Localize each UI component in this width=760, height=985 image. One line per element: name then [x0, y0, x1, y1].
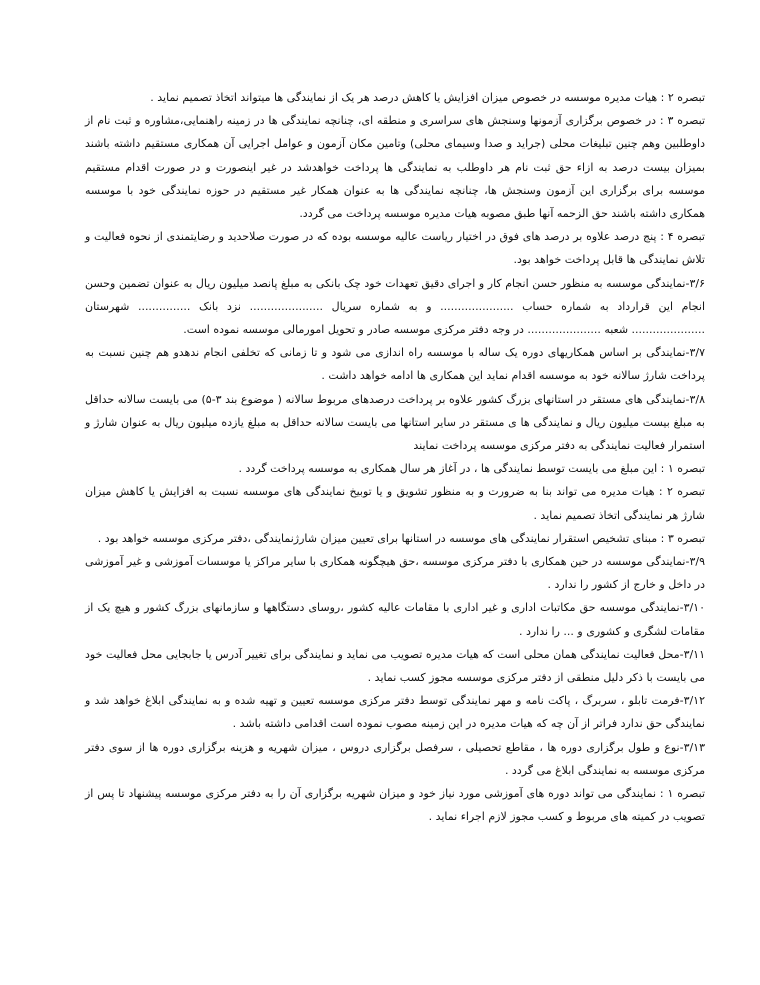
clause-3-13-courses: ۳/۱۳-نوع و طول برگزاری دوره ها ، مقاطع تحصیلی ، سرفصل برگزاری دروس ، میزان شهریه و هزینه برگزاری دوره ها از سوی دفتر مرکزی موسسه به نمایندگی ابلاغ می گردد . [85, 740, 705, 777]
note-1-payment-timing: تبصره ۱ : این مبلغ می بایست توسط نمایندگی ها ، در آغاز هر سال همکاری به موسسه پرداخت گردد . [238, 462, 705, 476]
clause-3-11-location: ۳/۱۱-محل فعالیت نمایندگی همان محلی است که هیات مدیره تصویب می نماید و نمایندگی برای تغییر آدرس یا جابجایی محل فعالیت خود می بایست با ذکر دلیل منطقی از دفتر مرکزی موسسه مجوز کسب نماید . [85, 647, 705, 685]
clause-3-6-bank-guarantee: ۳/۶-نمایندگی موسسه به منظور حسن انجام کار و اجرای دقیق تعهدات خود چک بانکی به مبلغ پانصد میلیون ریال به عنوان تضمین وحسن انجام این قرارداد به شماره حساب ..................... و به شماره سریال ..................... نزد بانک ............... شهرستان ..................... شعبه ..................... در وجه دفتر مرکزی موسسه صادر و تحویل امورمالی موسسه نموده است. [85, 276, 705, 337]
clause-3-12-branding: ۳/۱۲-فرمت تابلو ، سربرگ ، پاکت نامه و مهر نمایندگی توسط دفتر مرکزی موسسه تعیین و تهیه شده و به نمایندگی ابلاغ خواهد شد و نمایندگی حق ندارد فراتر از آن چه که هیات مدیره در این زمینه مصوب نموده است اقدامی داشته باشد . [85, 694, 705, 731]
note-4-five-percent: تبصره ۴ : پنج درصد علاوه بر درصد های فوق در اختیار ریاست عالیه موسسه بوده که در صورت صلاحدید و رضایتمندی از نحوه فعالیت و تلاش نمایندگی ها قابل پرداخت خواهد بود. [85, 230, 705, 267]
note-3-province-basis: تبصره ۳ : مبنای تشخیص استقرار نمایندگی های موسسه در استانها برای تعیین میزان شارژنمایندگی ،دفتر مرکزی موسسه خواهد بود . [97, 531, 705, 545]
clause-3-9-exclusivity: ۳/۹-نمایندگی موسسه در حین همکاری با دفتر مرکزی موسسه ،حق هیچگونه همکاری با سایر مراکز یا موسسات آموزشی و غیر آموزشی در داخل و خارج از کشور را ندارد . [85, 555, 705, 592]
clause-3-7-annual-term: ۳/۷-نمایندگی بر اساس همکاریهای دوره یک ساله با موسسه راه اندازی می شود و تا زمانی که تخلفی انجام ندهدو هم چنین نسبت به پرداخت شارژ سالانه خود به موسسه اقدام نماید این همکاری ها ادامه خواهد داشت . [85, 346, 705, 383]
note-1-course-proposal: تبصره ۱ : نمایندگی می تواند دوره های آموزشی مورد نیاز خود و میزان شهریه برگزاری آن را به دفتر مرکزی موسسه پیشنهاد تا پس از تصویب در کمیته های مربوط و کسب مجوز لازم اجراء نماید . [85, 787, 706, 824]
clause-3-10-correspondence: ۳/۱۰-نمایندگی موسسه حق مکاتبات اداری و غیر اداری با مقامات عالیه کشور ،روسای دستگاهها و سازمانهای بزرگ کشور و هیچ یک از مقامات لشگری و کشوری و ... را ندارد . [85, 601, 705, 638]
note-3-exams-cooperation: تبصره ۳ : در خصوص برگزاری آزمونها وسنجش های سراسری و منطقه ای، چنانچه نمایندگی ها در زمینه راهنمایی،مشاوره و ثبت نام از داوطلبین وهم چنین تبلیغات محلی (جراید و صدا وسیمای محلی) وتامین مکان آزمون و عوامل اجرایی آن همکاری مستقیم داشته باشند بمیزان بیست درصد به ازاء حق ثبت نام هر داوطلب به نمایندگی ها پرداخت خواهدشد در غیر اینصورت و در صورت اقدام مستقیم موسسه برای برگزاری این آزمون وسنجش ها، چنانچه نمایندگی ها به عنوان همکار غیر مستقیم در حوزه نمایندگی خود با موسسه همکاری داشته باشند حق الزحمه آنها طبق مصوبه هیات مدیره موسسه پرداخت می گردد. [85, 114, 706, 221]
document-body [85, 86, 705, 829]
clause-3-8-annual-charge: ۳/۸-نمایندگی های مستقر در استانهای بزرگ کشور علاوه بر پرداخت درصدهای مربوط سالانه ( موضوع بند ۳-۵) می بایست سالانه حداقل به مبلغ بیست میلیون ریال و نمایندگی ها ی مستقر در سایر استانها می بایست سالانه حداقل به مبلغ یازده میلیون ریال به عنوان شارژ و استمرار فعالیت نمایندگی به دفتر مرکزی موسسه پرداخت نمایند [85, 392, 706, 453]
note-2-charge-adjustment: تبصره ۲ : هیات مدیره می تواند بنا به ضرورت و به منظور تشویق و یا توبیخ نمایندگی های موسسه نسبت به افزایش یا کاهش میزان شارژ هر نمایندگی اتخاذ تصمیم نماید . [85, 485, 705, 522]
note-2-board-adjustment: تبصره ۲ : هیات مدیره موسسه در خصوص میزان افزایش یا کاهش درصد هر یک از نمایندگی ها میتواند اتخاذ تصمیم نماید . [150, 91, 705, 104]
